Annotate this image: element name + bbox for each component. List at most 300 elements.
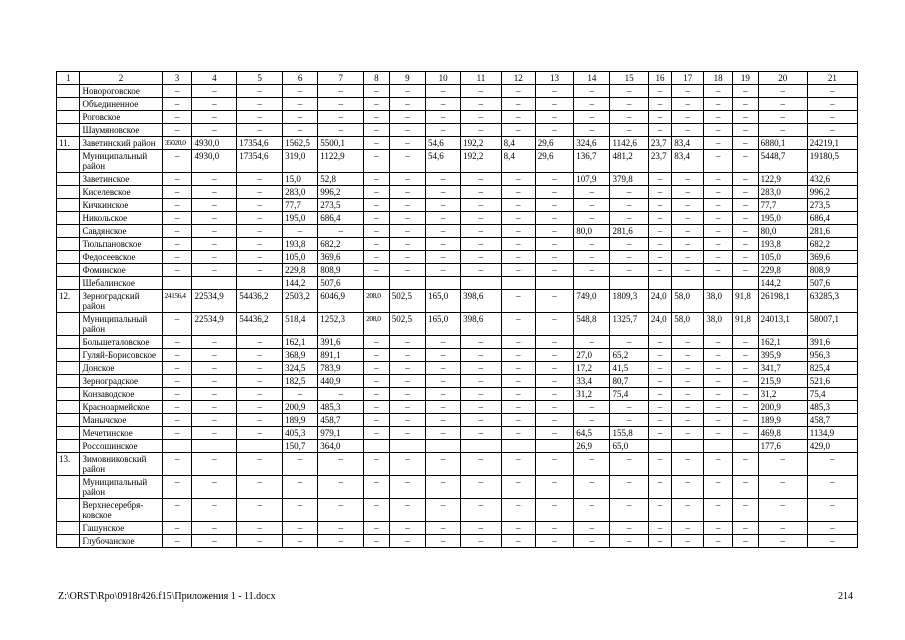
value-cell: –: [425, 499, 460, 522]
value-cell: –: [574, 124, 610, 137]
value-cell: –: [807, 453, 857, 476]
value-cell: –: [501, 336, 535, 349]
value-cell: –: [758, 124, 807, 137]
value-cell: –: [389, 522, 425, 535]
name-cell: Зерноградский район: [80, 290, 162, 313]
value-cell: 200,9: [283, 401, 318, 414]
value-cell: –: [389, 427, 425, 440]
value-cell: –: [162, 238, 192, 251]
value-cell: 80,0: [574, 225, 610, 238]
value-cell: –: [162, 264, 192, 277]
value-cell: [704, 440, 733, 453]
value-cell: [733, 277, 759, 290]
value-cell: –: [461, 375, 502, 388]
value-cell: –: [733, 199, 759, 212]
value-cell: –: [237, 499, 283, 522]
value-cell: –: [389, 499, 425, 522]
value-cell: –: [425, 251, 460, 264]
header-cell: 3: [162, 72, 192, 85]
value-cell: 395,9: [758, 349, 807, 362]
value-cell: –: [389, 124, 425, 137]
value-cell: –: [162, 476, 192, 499]
value-cell: –: [535, 251, 573, 264]
row-number-cell: [57, 362, 80, 375]
value-cell: –: [389, 388, 425, 401]
value-cell: –: [237, 225, 283, 238]
value-cell: –: [610, 522, 648, 535]
value-cell: –: [237, 98, 283, 111]
value-cell: –: [574, 535, 610, 548]
value-cell: –: [535, 453, 573, 476]
value-cell: –: [364, 375, 390, 388]
value-cell: –: [461, 535, 502, 548]
value-cell: –: [364, 150, 390, 173]
value-cell: –: [648, 476, 671, 499]
value-cell: –: [501, 251, 535, 264]
row-number-cell: [57, 349, 80, 362]
value-cell: –: [237, 199, 283, 212]
value-cell: –: [425, 401, 460, 414]
value-cell: –: [574, 476, 610, 499]
value-cell: –: [389, 186, 425, 199]
value-cell: –: [501, 476, 535, 499]
value-cell: –: [733, 124, 759, 137]
header-cell: 7: [318, 72, 364, 85]
value-cell: –: [237, 522, 283, 535]
value-cell: –: [535, 290, 573, 313]
value-cell: 2503,2: [283, 290, 318, 313]
value-cell: 162,1: [283, 336, 318, 349]
value-cell: 4930,0: [192, 137, 237, 150]
value-cell: 208,0: [364, 290, 390, 313]
value-cell: –: [162, 535, 192, 548]
value-cell: –: [461, 173, 502, 186]
value-cell: 54,6: [425, 150, 460, 173]
value-cell: 398,6: [461, 313, 502, 336]
value-cell: 6046,9: [318, 290, 364, 313]
value-cell: –: [535, 535, 573, 548]
value-cell: –: [192, 535, 237, 548]
value-cell: –: [672, 535, 704, 548]
value-cell: –: [672, 238, 704, 251]
value-cell: 200,9: [758, 401, 807, 414]
row-number-cell: [57, 499, 80, 522]
value-cell: 996,2: [318, 186, 364, 199]
value-cell: 1809,3: [610, 290, 648, 313]
value-cell: –: [672, 111, 704, 124]
value-cell: 369,6: [318, 251, 364, 264]
value-cell: –: [461, 453, 502, 476]
value-cell: –: [648, 414, 671, 427]
value-cell: –: [318, 85, 364, 98]
row-number-cell: [57, 85, 80, 98]
value-cell: –: [535, 124, 573, 137]
value-cell: –: [501, 388, 535, 401]
table-row: [57, 150, 858, 173]
value-cell: –: [162, 499, 192, 522]
value-cell: 458,7: [807, 414, 857, 427]
header-cell: 5: [237, 72, 283, 85]
table-row: [57, 440, 858, 453]
value-cell: –: [672, 225, 704, 238]
value-cell: –: [364, 124, 390, 137]
table-row: [57, 362, 858, 375]
value-cell: –: [733, 150, 759, 173]
value-cell: 379,8: [610, 173, 648, 186]
value-cell: –: [574, 336, 610, 349]
name-cell: Верхнесеребря-ковское: [80, 499, 162, 522]
value-cell: –: [318, 225, 364, 238]
value-cell: –: [192, 98, 237, 111]
table-row: [57, 124, 858, 137]
value-cell: –: [389, 150, 425, 173]
value-cell: 364,0: [318, 440, 364, 453]
value-cell: 502,5: [389, 313, 425, 336]
value-cell: –: [162, 212, 192, 225]
name-cell: Глубочанское: [80, 535, 162, 548]
value-cell: –: [389, 535, 425, 548]
value-cell: –: [318, 476, 364, 499]
value-cell: –: [389, 476, 425, 499]
value-cell: –: [192, 476, 237, 499]
value-cell: [389, 277, 425, 290]
value-cell: –: [364, 476, 390, 499]
value-cell: –: [807, 499, 857, 522]
value-cell: –: [535, 238, 573, 251]
value-cell: 54436,2: [237, 313, 283, 336]
value-cell: –: [162, 150, 192, 173]
value-cell: –: [192, 401, 237, 414]
value-cell: –: [162, 349, 192, 362]
value-cell: –: [283, 499, 318, 522]
table-row: [57, 375, 858, 388]
value-cell: 26,9: [574, 440, 610, 453]
value-cell: 58007,1: [807, 313, 857, 336]
value-cell: –: [672, 349, 704, 362]
value-cell: –: [733, 401, 759, 414]
value-cell: 319,0: [283, 150, 318, 173]
value-cell: –: [425, 225, 460, 238]
value-cell: –: [501, 238, 535, 251]
row-number-cell: [57, 535, 80, 548]
value-cell: 8,4: [501, 137, 535, 150]
value-cell: –: [535, 212, 573, 225]
table-row: [57, 264, 858, 277]
value-cell: 144,2: [758, 277, 807, 290]
value-cell: –: [704, 476, 733, 499]
value-cell: –: [162, 414, 192, 427]
value-cell: –: [192, 264, 237, 277]
value-cell: –: [610, 251, 648, 264]
value-cell: [425, 440, 460, 453]
value-cell: 281,6: [610, 225, 648, 238]
value-cell: –: [425, 264, 460, 277]
value-cell: –: [162, 251, 192, 264]
name-cell: Гашунское: [80, 522, 162, 535]
value-cell: –: [425, 427, 460, 440]
value-cell: –: [733, 476, 759, 499]
value-cell: –: [364, 199, 390, 212]
value-cell: –: [364, 349, 390, 362]
value-cell: 150,7: [283, 440, 318, 453]
value-cell: –: [807, 124, 857, 137]
value-cell: –: [192, 111, 237, 124]
value-cell: –: [610, 453, 648, 476]
value-cell: –: [237, 401, 283, 414]
value-cell: –: [733, 336, 759, 349]
value-cell: –: [648, 173, 671, 186]
value-cell: –: [758, 522, 807, 535]
value-cell: 891,1: [318, 349, 364, 362]
row-number-cell: [57, 98, 80, 111]
table-row: [57, 499, 858, 522]
value-cell: –: [318, 111, 364, 124]
value-cell: –: [610, 98, 648, 111]
name-cell: Красноармейское: [80, 401, 162, 414]
value-cell: –: [733, 85, 759, 98]
value-cell: –: [535, 427, 573, 440]
name-cell: Манычское: [80, 414, 162, 427]
value-cell: –: [501, 124, 535, 137]
row-number-cell: [57, 388, 80, 401]
value-cell: –: [672, 401, 704, 414]
value-cell: 324,5: [283, 362, 318, 375]
header-cell: 18: [704, 72, 733, 85]
value-cell: –: [318, 98, 364, 111]
value-cell: 65,2: [610, 349, 648, 362]
value-cell: 31,2: [758, 388, 807, 401]
value-cell: [535, 440, 573, 453]
value-cell: –: [461, 111, 502, 124]
value-cell: 192,2: [461, 150, 502, 173]
value-cell: 391,6: [318, 336, 364, 349]
value-cell: –: [610, 199, 648, 212]
value-cell: –: [574, 414, 610, 427]
name-cell: Муниципальный район: [80, 313, 162, 336]
value-cell: 1122,9: [318, 150, 364, 173]
value-cell: –: [501, 186, 535, 199]
value-cell: –: [461, 414, 502, 427]
value-cell: –: [672, 173, 704, 186]
value-cell: –: [192, 251, 237, 264]
value-cell: –: [192, 375, 237, 388]
row-number-cell: [57, 124, 80, 137]
value-cell: –: [283, 535, 318, 548]
value-cell: [237, 440, 283, 453]
value-cell: –: [704, 499, 733, 522]
row-number-cell: [57, 150, 80, 173]
header-cell: 17: [672, 72, 704, 85]
value-cell: 52,8: [318, 173, 364, 186]
value-cell: –: [318, 124, 364, 137]
name-cell: Объединенное: [80, 98, 162, 111]
value-cell: –: [461, 199, 502, 212]
value-cell: –: [610, 535, 648, 548]
value-cell: –: [237, 453, 283, 476]
value-cell: 77,7: [758, 199, 807, 212]
value-cell: –: [501, 499, 535, 522]
value-cell: 77,7: [283, 199, 318, 212]
row-number-cell: [57, 238, 80, 251]
value-cell: –: [283, 85, 318, 98]
value-cell: –: [162, 313, 192, 336]
value-cell: –: [574, 85, 610, 98]
value-cell: –: [672, 388, 704, 401]
name-cell: Шебалинское: [80, 277, 162, 290]
value-cell: –: [501, 349, 535, 362]
value-cell: 23,7: [648, 150, 671, 173]
value-cell: 682,2: [807, 238, 857, 251]
header-cell: 19: [733, 72, 759, 85]
value-cell: –: [501, 427, 535, 440]
value-cell: 405,3: [283, 427, 318, 440]
value-cell: [648, 277, 671, 290]
value-cell: 38,0: [704, 313, 733, 336]
value-cell: –: [237, 476, 283, 499]
value-cell: –: [758, 111, 807, 124]
value-cell: –: [192, 362, 237, 375]
value-cell: –: [461, 212, 502, 225]
header-cell: 11: [461, 72, 502, 85]
value-cell: –: [192, 199, 237, 212]
value-cell: –: [162, 225, 192, 238]
value-cell: –: [364, 362, 390, 375]
header-cell: 21: [807, 72, 857, 85]
value-cell: –: [237, 336, 283, 349]
value-cell: –: [733, 186, 759, 199]
value-cell: 177,6: [758, 440, 807, 453]
value-cell: –: [610, 401, 648, 414]
value-cell: 38,0: [704, 290, 733, 313]
table-row: [57, 238, 858, 251]
value-cell: 193,8: [758, 238, 807, 251]
value-cell: –: [574, 522, 610, 535]
value-cell: –: [425, 212, 460, 225]
row-number-cell: [57, 111, 80, 124]
value-cell: –: [733, 522, 759, 535]
row-number-cell: [57, 264, 80, 277]
value-cell: –: [364, 225, 390, 238]
value-cell: –: [318, 388, 364, 401]
value-cell: 4930,0: [192, 150, 237, 173]
value-cell: –: [283, 476, 318, 499]
value-cell: 155,8: [610, 427, 648, 440]
value-cell: –: [535, 362, 573, 375]
value-cell: 107,9: [574, 173, 610, 186]
value-cell: [501, 277, 535, 290]
value-cell: 75,4: [610, 388, 648, 401]
value-cell: –: [237, 362, 283, 375]
value-cell: –: [535, 414, 573, 427]
value-cell: –: [283, 124, 318, 137]
value-cell: –: [733, 251, 759, 264]
value-cell: 31,2: [574, 388, 610, 401]
value-cell: 17,2: [574, 362, 610, 375]
header-cell: 8: [364, 72, 390, 85]
value-cell: –: [364, 388, 390, 401]
value-cell: –: [648, 124, 671, 137]
value-cell: 518,4: [283, 313, 318, 336]
value-cell: –: [574, 199, 610, 212]
value-cell: –: [758, 476, 807, 499]
value-cell: –: [610, 212, 648, 225]
value-cell: –: [733, 375, 759, 388]
value-cell: 429,0: [807, 440, 857, 453]
value-cell: 64,5: [574, 427, 610, 440]
value-cell: –: [425, 388, 460, 401]
value-cell: 368,9: [283, 349, 318, 362]
value-cell: 273,5: [318, 199, 364, 212]
table-row: [57, 290, 858, 313]
row-number-cell: [57, 427, 80, 440]
value-cell: –: [389, 401, 425, 414]
value-cell: 521,6: [807, 375, 857, 388]
value-cell: –: [162, 336, 192, 349]
value-cell: –: [733, 98, 759, 111]
value-cell: –: [733, 453, 759, 476]
value-cell: –: [162, 522, 192, 535]
value-cell: –: [704, 150, 733, 173]
row-number-cell: [57, 375, 80, 388]
value-cell: –: [192, 85, 237, 98]
value-cell: –: [364, 414, 390, 427]
value-cell: –: [648, 427, 671, 440]
value-cell: –: [389, 98, 425, 111]
value-cell: –: [807, 111, 857, 124]
value-cell: 193,8: [283, 238, 318, 251]
name-cell: Большеталовское: [80, 336, 162, 349]
value-cell: 8,4: [501, 150, 535, 173]
value-cell: –: [162, 199, 192, 212]
value-cell: –: [461, 225, 502, 238]
value-cell: –: [237, 85, 283, 98]
value-cell: [610, 277, 648, 290]
value-cell: [733, 440, 759, 453]
value-cell: –: [461, 85, 502, 98]
value-cell: 5448,7: [758, 150, 807, 173]
value-cell: –: [192, 522, 237, 535]
value-cell: –: [704, 251, 733, 264]
value-cell: –: [192, 186, 237, 199]
value-cell: –: [389, 375, 425, 388]
value-cell: –: [192, 212, 237, 225]
value-cell: –: [704, 414, 733, 427]
value-cell: 15,0: [283, 173, 318, 186]
value-cell: –: [535, 186, 573, 199]
name-cell: Гуляй-Борисовское: [80, 349, 162, 362]
value-cell: –: [733, 414, 759, 427]
value-cell: –: [807, 98, 857, 111]
table-row: [57, 251, 858, 264]
value-cell: [364, 440, 390, 453]
value-cell: –: [389, 336, 425, 349]
value-cell: –: [425, 453, 460, 476]
value-cell: –: [574, 251, 610, 264]
value-cell: –: [425, 238, 460, 251]
value-cell: 189,9: [283, 414, 318, 427]
value-cell: –: [364, 212, 390, 225]
value-cell: –: [535, 85, 573, 98]
row-number-cell: [57, 336, 80, 349]
value-cell: –: [162, 375, 192, 388]
value-cell: –: [237, 238, 283, 251]
value-cell: –: [704, 238, 733, 251]
value-cell: –: [704, 137, 733, 150]
value-cell: 686,4: [807, 212, 857, 225]
value-cell: [192, 440, 237, 453]
value-cell: 369,6: [807, 251, 857, 264]
value-cell: –: [318, 453, 364, 476]
